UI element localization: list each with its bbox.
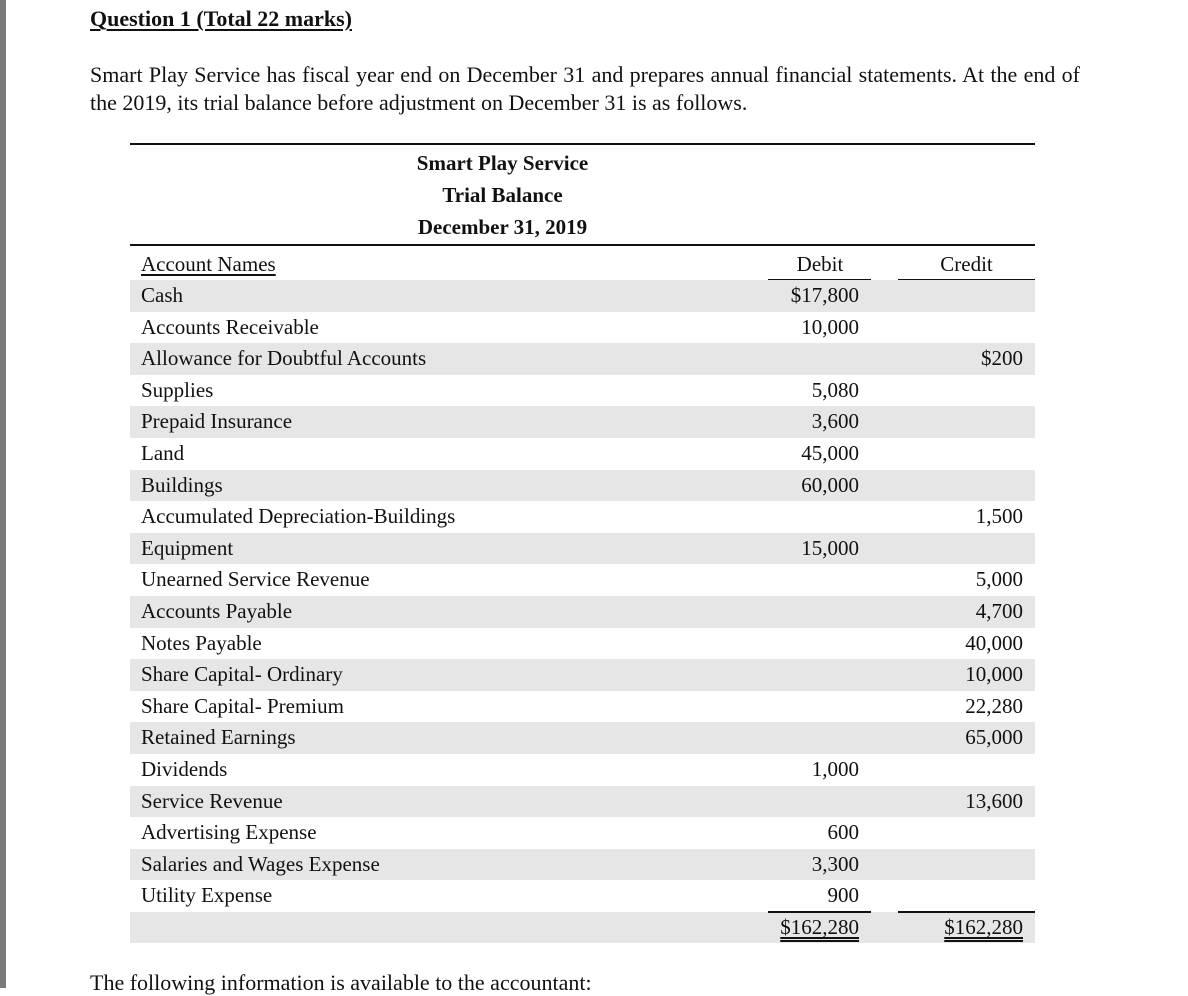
account-name: Notes Payable: [141, 630, 262, 655]
debit-amount: 5,080: [811, 377, 859, 402]
window-left-edge: [0, 0, 6, 988]
credit-amount: 13,600: [965, 788, 1023, 813]
credit-amount: $200: [981, 346, 1023, 371]
table-row: [130, 596, 1035, 628]
question-title: Question 1 (Total 22 marks): [90, 6, 352, 31]
account-name: Share Capital- Premium: [141, 693, 344, 718]
table-row: [130, 849, 1035, 881]
table-row: [130, 786, 1035, 818]
table-row: [130, 406, 1035, 438]
account-name: Retained Earnings: [141, 725, 296, 750]
table-body: [130, 280, 1035, 912]
table-row: [130, 438, 1035, 470]
debit-amount: 45,000: [801, 440, 859, 465]
column-header-credit: Credit: [940, 252, 993, 276]
account-name: Land: [141, 440, 185, 465]
column-header-account: Account Names: [141, 252, 276, 276]
account-name: Advertising Expense: [141, 820, 317, 845]
table-row: [130, 754, 1035, 786]
account-name: Prepaid Insurance: [141, 409, 293, 434]
table-row: [130, 312, 1035, 344]
total-credit: $162,280: [944, 914, 1023, 939]
table-row: [130, 691, 1035, 723]
credit-amount: 4,700: [975, 598, 1023, 623]
debit-amount: $17,800: [790, 283, 859, 307]
debit-amount: 600: [827, 820, 859, 845]
credit-amount: 5,000: [975, 567, 1023, 592]
table-row: [130, 722, 1035, 754]
table-row: [130, 880, 1035, 912]
question-intro: Smart Play Service has fiscal year end on December 31 and prepares annual financial statements. At the end of the 2019, its trial balance before adjustment on December 31 is as follows.: [90, 62, 1080, 115]
trial-balance-table: [130, 143, 1035, 943]
table-row: [130, 501, 1035, 533]
account-name: Cash: [141, 283, 183, 307]
table-row: [130, 628, 1035, 660]
account-name: Buildings: [141, 472, 223, 497]
table-row: [130, 817, 1035, 849]
account-name: Unearned Service Revenue: [141, 567, 370, 592]
debit-amount: 3,300: [811, 851, 859, 876]
table-row: [130, 343, 1035, 375]
credit-amount: 10,000: [965, 662, 1023, 687]
account-name: Share Capital- Ordinary: [141, 662, 343, 687]
credit-amount: 1,500: [975, 504, 1023, 529]
table-row: [130, 533, 1035, 565]
table-row: [130, 564, 1035, 596]
account-name: Salaries and Wages Expense: [141, 851, 380, 876]
statement-date: December 31, 2019: [417, 215, 588, 239]
account-name: Utility Expense: [141, 883, 273, 908]
account-name: Accounts Payable: [141, 598, 293, 623]
column-header-debit: Debit: [796, 252, 844, 276]
debit-amount: 15,000: [801, 535, 859, 560]
debit-amount: 60,000: [801, 472, 859, 497]
debit-amount: 1,000: [811, 756, 859, 781]
table-heading: [50, 145, 955, 241]
totals-row: [130, 912, 1035, 944]
company-name: Smart Play Service: [416, 151, 589, 175]
credit-amount: 40,000: [965, 630, 1023, 655]
following-info-text: The following information is available to the accountant:: [90, 970, 592, 995]
debit-amount: 900: [827, 883, 859, 908]
total-debit: $162,280: [780, 914, 859, 939]
account-name: Accounts Receivable: [141, 314, 319, 339]
table-row: [130, 280, 1035, 312]
account-name: Supplies: [141, 377, 214, 402]
credit-amount: 65,000: [965, 725, 1023, 750]
account-name: Accumulated Depreciation-Buildings: [141, 504, 456, 529]
statement-name: Trial Balance: [442, 183, 563, 207]
table-row: [130, 659, 1035, 691]
column-header-row: [130, 246, 1035, 280]
credit-amount: 22,280: [965, 693, 1023, 718]
account-name: Service Revenue: [141, 788, 283, 813]
debit-amount: 10,000: [801, 314, 859, 339]
account-name: Allowance for Doubtful Accounts: [141, 346, 427, 371]
table-row: [130, 470, 1035, 502]
debit-amount: 3,600: [811, 409, 859, 434]
account-name: Dividends: [141, 756, 228, 781]
account-name: Equipment: [141, 535, 234, 560]
table-row: [130, 375, 1035, 407]
